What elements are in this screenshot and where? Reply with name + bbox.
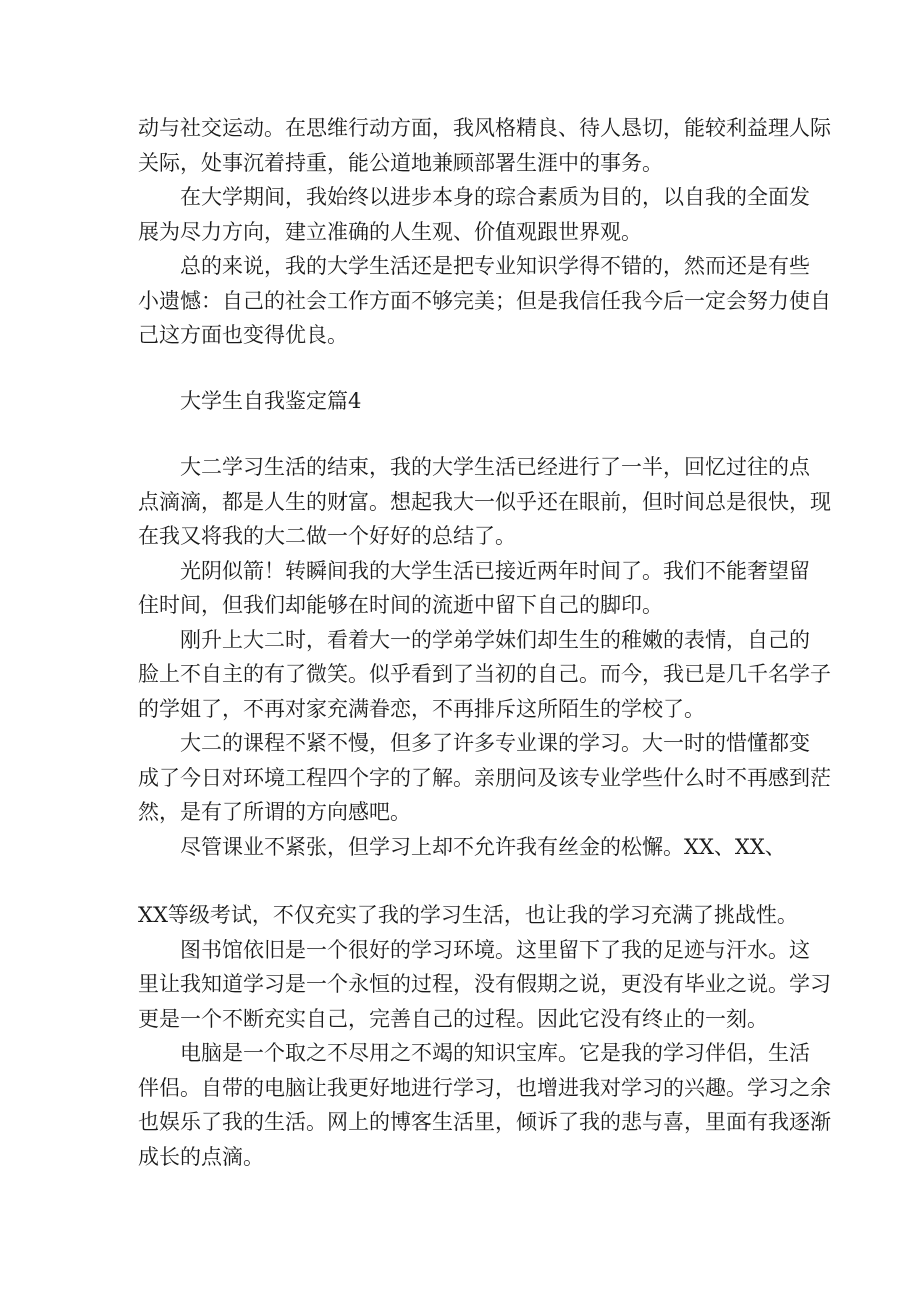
paragraph-line: 住时间，但我们却能够在时间的流逝中留下自己的脚印。 (138, 593, 663, 617)
paragraph-line: 在大学期间，我始终以进步本身的琮合素质为目的，以自我的全面发 (180, 185, 810, 209)
paragraph-line: 在我又将我的大二做一个好好的总结了。 (138, 524, 516, 548)
paragraph-line: 己这方面也变得优良。 (138, 323, 348, 347)
paragraph-line: 大二的课程不紧不慢，但多了许多专业课的学习。大一时的惜懂都变 (180, 731, 810, 755)
bottom-text-block (138, 898, 831, 1174)
paragraph-line: 展为尽力方向，建立准确的人生观、价值观跟世界观。 (138, 219, 642, 244)
paragraph-line: 光阴似箭！转瞬间我的大学生活已接近两年时间了。我们不能奢望留 (180, 558, 810, 583)
paragraph-line: 大二学习生活的结束，我的大学生活已经进行了一半，回忆过往的点 (180, 455, 810, 479)
paragraph-line: 成了今日对环境工程四个字的了解。亲朋问及该专业学些什么时不再感到茫 (138, 765, 831, 790)
paragraph-line: 的学姐了，不再对家充满眷恋，不再排斥这所陌生的学校了。 (138, 696, 705, 721)
paragraph-line: 电脑是一个取之不尽用之不竭的知识宝库。它是我的学习伴侣，生活 (180, 1041, 810, 1065)
paragraph-line: 也娱乐了我的生活。网上的博客生活里，倾诉了我的悲与喜，里面有我逐渐 (138, 1110, 831, 1134)
paragraph-line: 点滴滴，都是人生的财富。想起我大一似乎还在眼前，但时间总是很快，现 (138, 489, 831, 514)
paragraph-line: 里让我知道学习是一个永恒的过程，没有假期之说，更没有毕业之说。学习 (138, 972, 831, 996)
paragraph-line: 成长的点滴。 (138, 1144, 264, 1169)
paragraph-line: 总的来说，我的大学生活还是把专业知识学得不错的，然而还是有些 (180, 254, 810, 278)
paragraph-line: 小遗憾：自己的社会工作方面不够完美；但是我信任我今后一定会努力使自 (138, 288, 831, 313)
section-heading-block (138, 384, 788, 419)
paragraph-line: 关际，处事沉着持重，能公道地兼顾部署生涯中的事务。 (138, 150, 663, 175)
paragraph-line: 脸上不自主的有了微笑。似乎看到了当初的自己。而今，我已是几千名学子 (138, 662, 831, 686)
paragraph-line: 刚升上大二时，看着大一的学弟学妹们却生生的稚嫩的表情，自己的 (180, 627, 810, 652)
paragraph-line: 图书馆依旧是一个很好的学习环境。这里留下了我的足迹与汗水。这 (180, 937, 810, 962)
top-text-block (138, 111, 831, 353)
paragraph-line: 动与社交运动。在思维行动方面，我风格精良、待人恳切，能较利益理人际 (138, 116, 831, 140)
paragraph-line: 然，是有了所谓的方向感吧。 (138, 800, 411, 824)
section-heading: 大学生自我鉴定篇4 (180, 389, 362, 413)
middle-text-block (138, 450, 831, 864)
paragraph-line: 伴侣。自带的电脑让我更好地进行学习，也增进我对学习的兴趣。学习之余 (138, 1075, 831, 1100)
paragraph-line: XX等级考试，不仅充实了我的学习生活，也让我的学习充满了挑战性。 (138, 903, 798, 927)
paragraph-line: 尽管课业不紧张，但学习上却不允许我有丝金的松懈。XX、XX、 (180, 834, 786, 859)
paragraph-line: 更是一个不断充实自己，完善自己的过程。因此它没有终止的一刻。 (138, 1006, 768, 1031)
